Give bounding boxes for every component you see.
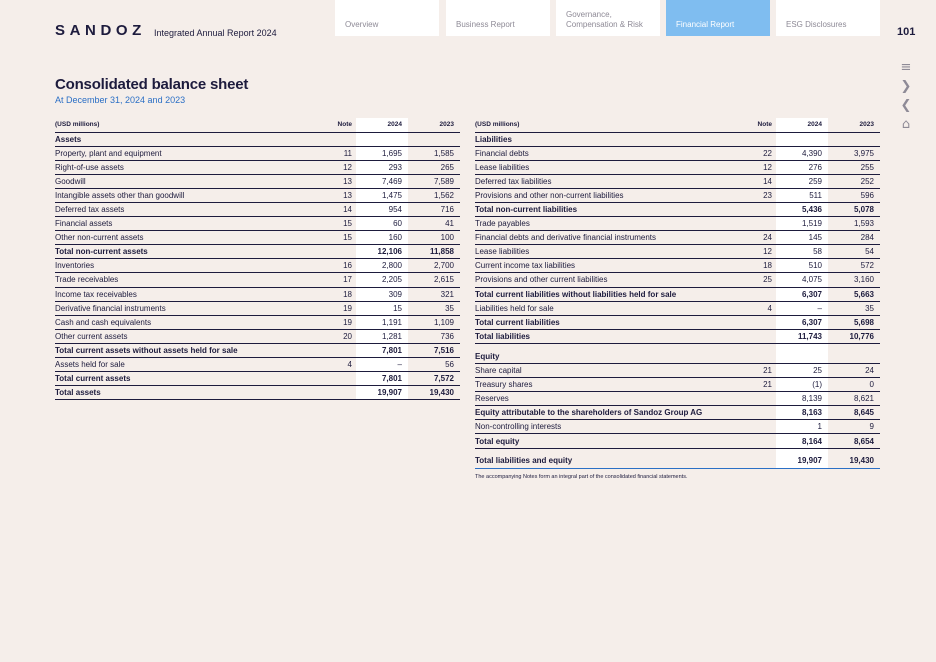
table-row: [55, 329, 460, 343]
value-2024: 1: [776, 420, 828, 434]
value-2024: 8,164: [776, 434, 828, 448]
table-row: [475, 146, 880, 160]
value-2024: 4,075: [776, 273, 828, 287]
value-2024: 19,907: [776, 454, 828, 468]
row-note: 14: [735, 174, 776, 188]
value-2023: [828, 132, 880, 146]
value-2023: 8,645: [828, 406, 880, 420]
table-row: [475, 329, 880, 343]
table-row: [55, 315, 460, 329]
home-icon[interactable]: ⌂: [901, 117, 911, 132]
row-note: [315, 343, 356, 357]
table-header-row: [55, 118, 460, 132]
value-2024: 1,519: [776, 217, 828, 231]
value-2024: 259: [776, 174, 828, 188]
row-note: 4: [315, 358, 356, 372]
value-2023: 1,109: [408, 315, 460, 329]
value-2024: 7,801: [356, 372, 408, 386]
row-note: [315, 372, 356, 386]
row-note: [735, 349, 776, 363]
row-label: Intangible assets other than goodwill: [55, 188, 315, 202]
chevron-left-icon[interactable]: ❮: [900, 98, 912, 113]
row-note: 22: [735, 146, 776, 160]
tab-financial-report[interactable]: Financial Report: [666, 0, 770, 36]
table-row: [475, 301, 880, 315]
row-label: Share capital: [475, 364, 735, 378]
value-2023: 3,975: [828, 146, 880, 160]
table-row: [475, 420, 880, 434]
row-label: Total non-current liabilities: [475, 202, 735, 216]
row-note: 19: [315, 315, 356, 329]
row-label: Non-controlling interests: [475, 420, 735, 434]
table-row: [475, 259, 880, 273]
row-note: [735, 392, 776, 406]
value-2023: 255: [828, 160, 880, 174]
value-2024: 12,106: [356, 245, 408, 259]
table-row: [475, 364, 880, 378]
assets-table: [55, 118, 460, 400]
value-2023: 54: [828, 245, 880, 259]
column-header-2023: 2023: [408, 118, 460, 132]
table-row: [55, 386, 460, 400]
table-row: [475, 349, 880, 363]
footnote: The accompanying Notes form an integral part of the consolidated financial statements.: [475, 474, 688, 480]
row-label: Income tax receivables: [55, 287, 315, 301]
value-2023: 19,430: [828, 454, 880, 468]
chevron-right-icon[interactable]: ❯: [900, 79, 912, 94]
value-2024: 58: [776, 245, 828, 259]
row-label: Assets held for sale: [55, 358, 315, 372]
table-row: [55, 202, 460, 216]
row-label: Total current assets without assets held for sale: [55, 343, 315, 357]
table-row: [55, 273, 460, 287]
row-note: 25: [735, 273, 776, 287]
value-2024: [776, 349, 828, 363]
row-note: [315, 386, 356, 400]
value-2024: 276: [776, 160, 828, 174]
value-2024: 145: [776, 231, 828, 245]
table-row: [475, 315, 880, 329]
value-2024: 6,307: [776, 315, 828, 329]
table-row: [55, 301, 460, 315]
row-note: [735, 420, 776, 434]
row-label: Equity attributable to the shareholders of Sandoz Group AG: [475, 406, 735, 420]
row-note: [735, 315, 776, 329]
value-2024: (1): [776, 378, 828, 392]
table-row: [475, 245, 880, 259]
value-2024: 1,281: [356, 329, 408, 343]
table-row: [475, 406, 880, 420]
row-note: 14: [315, 202, 356, 216]
value-2023: 252: [828, 174, 880, 188]
row-label: Right-of-use assets: [55, 160, 315, 174]
row-note: 16: [315, 259, 356, 273]
value-2024: 25: [776, 364, 828, 378]
value-2023: 2,615: [408, 273, 460, 287]
table-row: [475, 174, 880, 188]
value-2024: 309: [356, 287, 408, 301]
value-2023: 2,700: [408, 259, 460, 273]
table-row: [55, 132, 460, 146]
row-note: 4: [735, 301, 776, 315]
value-2023: 19,430: [408, 386, 460, 400]
row-label: Derivative financial instruments: [55, 301, 315, 315]
row-label: Total current liabilities without liabilities held for sale: [475, 287, 735, 301]
table-row: [55, 146, 460, 160]
table-row: [55, 287, 460, 301]
value-2024: 7,801: [356, 343, 408, 357]
row-note: 12: [735, 160, 776, 174]
value-2024: 5,436: [776, 202, 828, 216]
row-label: Liabilities: [475, 132, 735, 146]
value-2024: –: [776, 301, 828, 315]
value-2024: 160: [356, 231, 408, 245]
value-2023: 5,078: [828, 202, 880, 216]
value-2024: 1,191: [356, 315, 408, 329]
column-header-note: Note: [315, 118, 356, 132]
row-label: Property, plant and equipment: [55, 146, 315, 160]
table-row: [475, 231, 880, 245]
row-note: 15: [315, 217, 356, 231]
row-note: 17: [315, 273, 356, 287]
row-label: Deferred tax liabilities: [475, 174, 735, 188]
tab-esg-disclosures[interactable]: ESG Disclosures: [776, 0, 880, 36]
value-2023: 56: [408, 358, 460, 372]
table-row: [55, 358, 460, 372]
row-label: Total equity: [475, 434, 735, 448]
table-row: [475, 160, 880, 174]
tab-overview[interactable]: Overview: [335, 0, 439, 36]
row-note: [735, 406, 776, 420]
value-2023: 7,589: [408, 174, 460, 188]
page-title: Consolidated balance sheet: [55, 76, 249, 93]
row-note: 21: [735, 364, 776, 378]
row-label: Financial debts: [475, 146, 735, 160]
value-2023: 1,585: [408, 146, 460, 160]
table-header-row: [475, 118, 880, 132]
row-label: Deferred tax assets: [55, 202, 315, 216]
value-2024: 510: [776, 259, 828, 273]
row-note: [735, 454, 776, 468]
table-row: [55, 188, 460, 202]
value-2024: 60: [356, 217, 408, 231]
value-2024: 2,205: [356, 273, 408, 287]
liabilities-equity-table: [475, 118, 880, 469]
table-row: [475, 132, 880, 146]
table-row: [475, 188, 880, 202]
table-row: [475, 434, 880, 448]
row-label: Financial debts and derivative financial instruments: [475, 231, 735, 245]
column-header-note: Note: [735, 118, 776, 132]
value-2024: 19,907: [356, 386, 408, 400]
value-2023: 284: [828, 231, 880, 245]
value-2023: 572: [828, 259, 880, 273]
value-2024: 4,390: [776, 146, 828, 160]
row-label: Total current liabilities: [475, 315, 735, 329]
row-label: Assets: [55, 132, 315, 146]
value-2023: [828, 349, 880, 363]
row-label: Goodwill: [55, 174, 315, 188]
row-label: Reserves: [475, 392, 735, 406]
value-2024: [356, 132, 408, 146]
value-2023: 596: [828, 188, 880, 202]
row-note: [735, 287, 776, 301]
row-note: 18: [735, 259, 776, 273]
table-row: [475, 273, 880, 287]
column-header-2024: 2024: [356, 118, 408, 132]
row-label: Trade payables: [475, 217, 735, 231]
row-label: Cash and cash equivalents: [55, 315, 315, 329]
table-row: [55, 160, 460, 174]
row-label: Total non-current assets: [55, 245, 315, 259]
row-note: 23: [735, 188, 776, 202]
row-note: [735, 434, 776, 448]
value-2024: [776, 132, 828, 146]
value-2024: 1,695: [356, 146, 408, 160]
column-header-unit: (USD millions): [55, 118, 315, 132]
value-2023: 9: [828, 420, 880, 434]
value-2023: [408, 132, 460, 146]
table-row: [55, 245, 460, 259]
table-row: [475, 454, 880, 468]
value-2023: 24: [828, 364, 880, 378]
side-navigation: [897, 58, 915, 134]
value-2023: 7,516: [408, 343, 460, 357]
value-2023: 0: [828, 378, 880, 392]
table-row: [475, 287, 880, 301]
row-label: Other non-current assets: [55, 231, 315, 245]
row-label: Treasury shares: [475, 378, 735, 392]
value-2024: 15: [356, 301, 408, 315]
value-2023: 1,593: [828, 217, 880, 231]
row-note: [735, 217, 776, 231]
value-2024: 11,743: [776, 329, 828, 343]
value-2024: 511: [776, 188, 828, 202]
row-note: [315, 245, 356, 259]
row-label: Lease liabilities: [475, 245, 735, 259]
table-row: [475, 392, 880, 406]
value-2023: 321: [408, 287, 460, 301]
row-label: Lease liabilities: [475, 160, 735, 174]
row-note: [735, 202, 776, 216]
row-label: Total liabilities: [475, 329, 735, 343]
column-header-unit: (USD millions): [475, 118, 735, 132]
value-2023: 5,663: [828, 287, 880, 301]
row-note: 18: [315, 287, 356, 301]
table-row: [475, 202, 880, 216]
table-row: [55, 343, 460, 357]
table-row: [55, 259, 460, 273]
report-title: Integrated Annual Report 2024: [154, 28, 277, 38]
value-2023: 100: [408, 231, 460, 245]
row-label: Other current assets: [55, 329, 315, 343]
value-2023: 35: [828, 301, 880, 315]
value-2023: 265: [408, 160, 460, 174]
value-2024: 7,469: [356, 174, 408, 188]
value-2023: 716: [408, 202, 460, 216]
value-2024: 293: [356, 160, 408, 174]
value-2024: 8,139: [776, 392, 828, 406]
row-label: Liabilities held for sale: [475, 301, 735, 315]
row-note: 11: [315, 146, 356, 160]
value-2023: 35: [408, 301, 460, 315]
tab-governance[interactable]: Governance, Compensation & Risk: [556, 0, 660, 36]
column-header-2023: 2023: [828, 118, 880, 132]
row-note: 21: [735, 378, 776, 392]
value-2023: 11,858: [408, 245, 460, 259]
row-label: Provisions and other current liabilities: [475, 273, 735, 287]
table-row: [55, 372, 460, 386]
row-label: Provisions and other non-current liabilities: [475, 188, 735, 202]
row-note: 15: [315, 231, 356, 245]
row-label: Equity: [475, 349, 735, 363]
value-2023: 3,160: [828, 273, 880, 287]
row-label: Total current assets: [55, 372, 315, 386]
value-2024: –: [356, 358, 408, 372]
row-label: Current income tax liabilities: [475, 259, 735, 273]
table-row: [55, 231, 460, 245]
sandoz-logo[interactable]: SANDOZ: [55, 22, 146, 39]
value-2023: 10,776: [828, 329, 880, 343]
row-note: 12: [315, 160, 356, 174]
column-header-2024: 2024: [776, 118, 828, 132]
table-row: [55, 174, 460, 188]
row-note: 12: [735, 245, 776, 259]
value-2023: 8,654: [828, 434, 880, 448]
row-note: 24: [735, 231, 776, 245]
value-2024: 1,475: [356, 188, 408, 202]
row-note: [735, 329, 776, 343]
row-label: Trade receivables: [55, 273, 315, 287]
value-2023: 5,698: [828, 315, 880, 329]
row-note: 13: [315, 188, 356, 202]
row-note: [315, 132, 356, 146]
value-2024: 6,307: [776, 287, 828, 301]
value-2023: 41: [408, 217, 460, 231]
row-label: Financial assets: [55, 217, 315, 231]
table-row: [475, 217, 880, 231]
row-label: Total assets: [55, 386, 315, 400]
page-number: 101: [897, 26, 916, 38]
table-row: [475, 378, 880, 392]
page-subtitle: At December 31, 2024 and 2023: [55, 95, 186, 105]
row-note: 19: [315, 301, 356, 315]
value-2023: 8,621: [828, 392, 880, 406]
row-note: 20: [315, 329, 356, 343]
value-2023: 7,572: [408, 372, 460, 386]
value-2024: 954: [356, 202, 408, 216]
menu-icon[interactable]: ≡: [900, 60, 912, 75]
value-2023: 1,562: [408, 188, 460, 202]
value-2023: 736: [408, 329, 460, 343]
value-2024: 8,163: [776, 406, 828, 420]
tab-business-report[interactable]: Business Report: [446, 0, 550, 36]
row-note: 13: [315, 174, 356, 188]
value-2024: 2,800: [356, 259, 408, 273]
row-label: Total liabilities and equity: [475, 454, 735, 468]
row-label: Inventories: [55, 259, 315, 273]
row-note: [735, 132, 776, 146]
table-row: [55, 217, 460, 231]
